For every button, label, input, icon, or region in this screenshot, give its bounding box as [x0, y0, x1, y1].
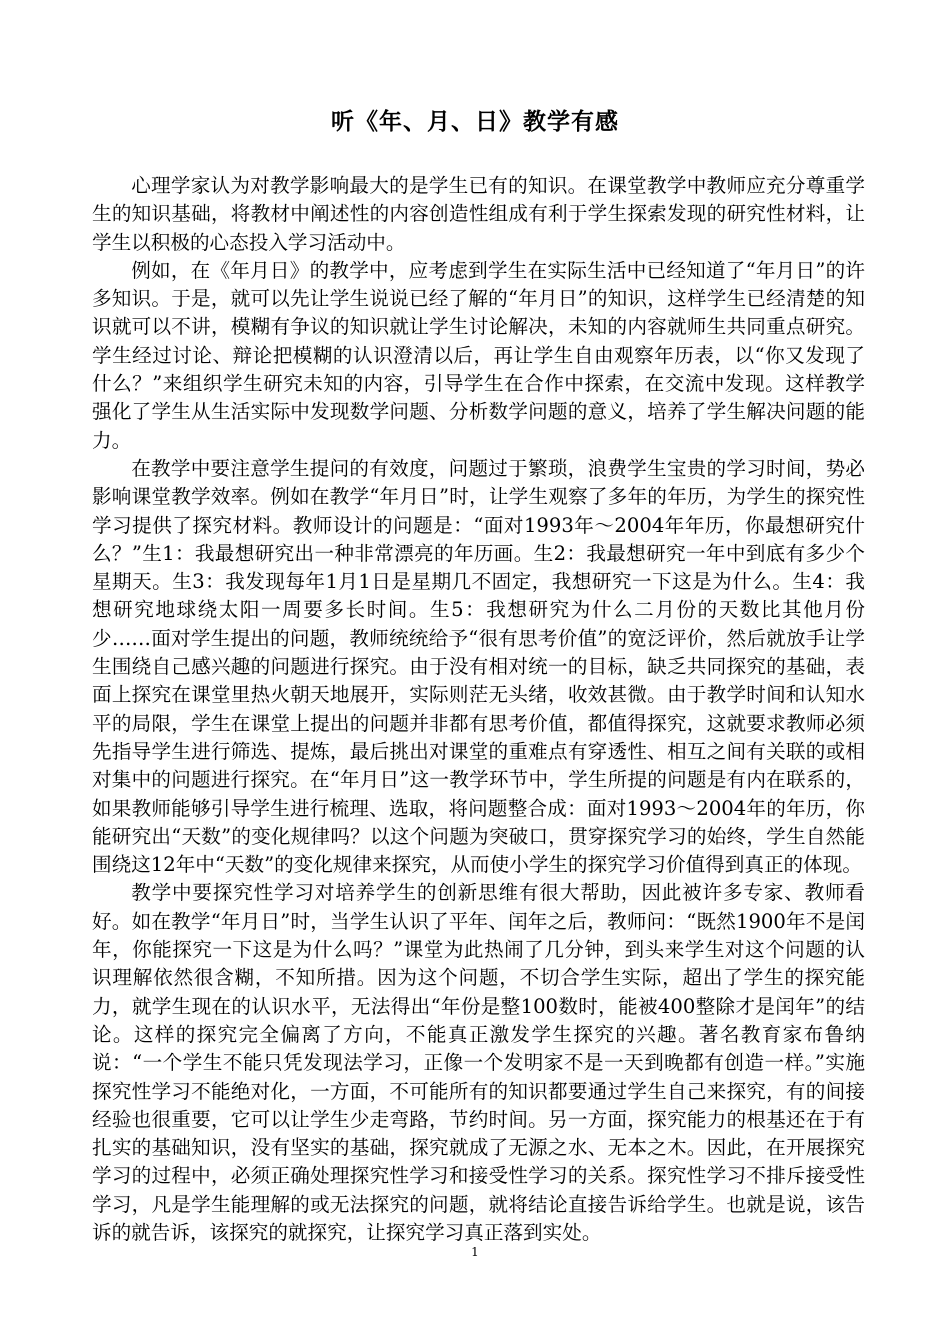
- document-title: 听《年、月、日》教学有感: [331, 108, 619, 135]
- document-body: [92, 172, 865, 1247]
- paragraph-inquiry-learning: 教学中要探究性学习对培养学生的创新思维有很大帮助，因此被许多专家、教师看好。如在教学“年月日”时，当学生认识了平年、闰年之后，教师问：“既然1900年不是闰年，你能探究一下这是为什么吗？”课堂为此热闹了几分钟，到头来学生对这个问题的认识理解依然很含糊，不知所措。因为这个问题，不切合学生实际，超出了学生的探究能力，就学生现在的认识水平，无法得出“年份是整100数时，能被400整除才是闰年”的结论。这样的探究完全偏离了方向，不能真正激发学生探究的兴趣。著名教育家布鲁纳说：“一个学生不能只凭发现法学习，正像一个发明家不是一天到晚都有创造一样。”实施探究性学习不能绝对化，一方面，不可能所有的知识都要通过学生自己来探究，有的间接经验也很重要，它可以让学生少走弯路，节约时间。另一方面，探究能力的根基还在于有扎实的基础知识，没有坚实的基础，探究就成了无源之水、无本之木。因此，在开展探究学习的过程中，必须正确处理探究性学习和接受性学习的关系。探究性学习不排斥接受性学习，凡是学生能理解的或无法探究的问题，就将结论直接告诉给学生。也就是说，该告诉的就告诉，该探究的就探究，让探究学习真正落到实处。: [92, 881, 865, 1244]
- paragraph-intro: 心理学家认为对教学影响最大的是学生已有的知识。在课堂教学中教师应充分尊重学生的知识基础，将教材中阐述性的内容创造性组成有利于学生探索发现的研究性材料，让学生以积极的心态投入学习活动中。: [92, 174, 865, 254]
- paragraph-example: 例如，在《年月日》的教学中，应考虑到学生在实际生活中已经知道了“年月日”的许多知识。于是，就可以先让学生说说已经了解的“年月日”的知识，这样学生已经清楚的知识就可以不讲，模糊有争议的知识就让学生讨论解决，未知的内容就师生共同重点研究。学生经过讨论、辩论把模糊的认识澄清以后，再让学生自由观察年历表，以“你又发现了什么？”来组织学生研究未知的内容，引导学生在合作中探索，在交流中发现。这样教学强化了学生从生活实际中发现数学问题、分析数学问题的意义，培养了学生解决问题的能力。: [92, 258, 865, 452]
- page-number: 1: [471, 1245, 479, 1259]
- paragraph-questioning: 在教学中要注意学生提问的有效度，问题过于繁琐，浪费学生宝贵的学习时间，势必影响课堂教学效率。例如在教学“年月日”时，让学生观察了多年的年历，为学生的探究性学习提供了探究材料。教师设计的问题是：“面对1993年～2004年年历，你最想研究什么？”生1：我最想研究出一种非常漂亮的年历画。生2：我最想研究一年中到底有多少个星期天。生3：我发现每年1月1日是星期几不固定，我想研究一下这是为什么。生4：我想研究地球绕太阳一周要多长时间。生5：我想研究为什么二月份的天数比其他月份少……面对学生提出的问题，教师统统给予“很有思考价值”的宽泛评价，然后就放手让学生围绕自己感兴趣的问题进行探究。由于没有相对统一的目标，缺乏共同探究的基础，表面上探究在课堂里热火朝天地展开，实际则茫无头绪，收效甚微。由于教学时间和认知水平的局限，学生在课堂上提出的问题并非都有思考价值，都值得探究，这就要求教师必须先指导学生进行筛选、提炼，最后挑出对课堂的重难点有穿透性、相互之间有关联的或相对集中的问题进行探究。在“年月日”这一教学环节中，学生所提的问题是有内在联系的，如果教师能够引导学生进行梳理、选取，将问题整合成：面对1993～2004年的年历，你能研究出“天数”的变化规律吗？以这个问题为突破口，贯穿探究学习的始终，学生自然能围绕这12年中“天数”的变化规律来探究，从而使小学生的探究学习价值得到真正的体现。: [92, 456, 865, 877]
